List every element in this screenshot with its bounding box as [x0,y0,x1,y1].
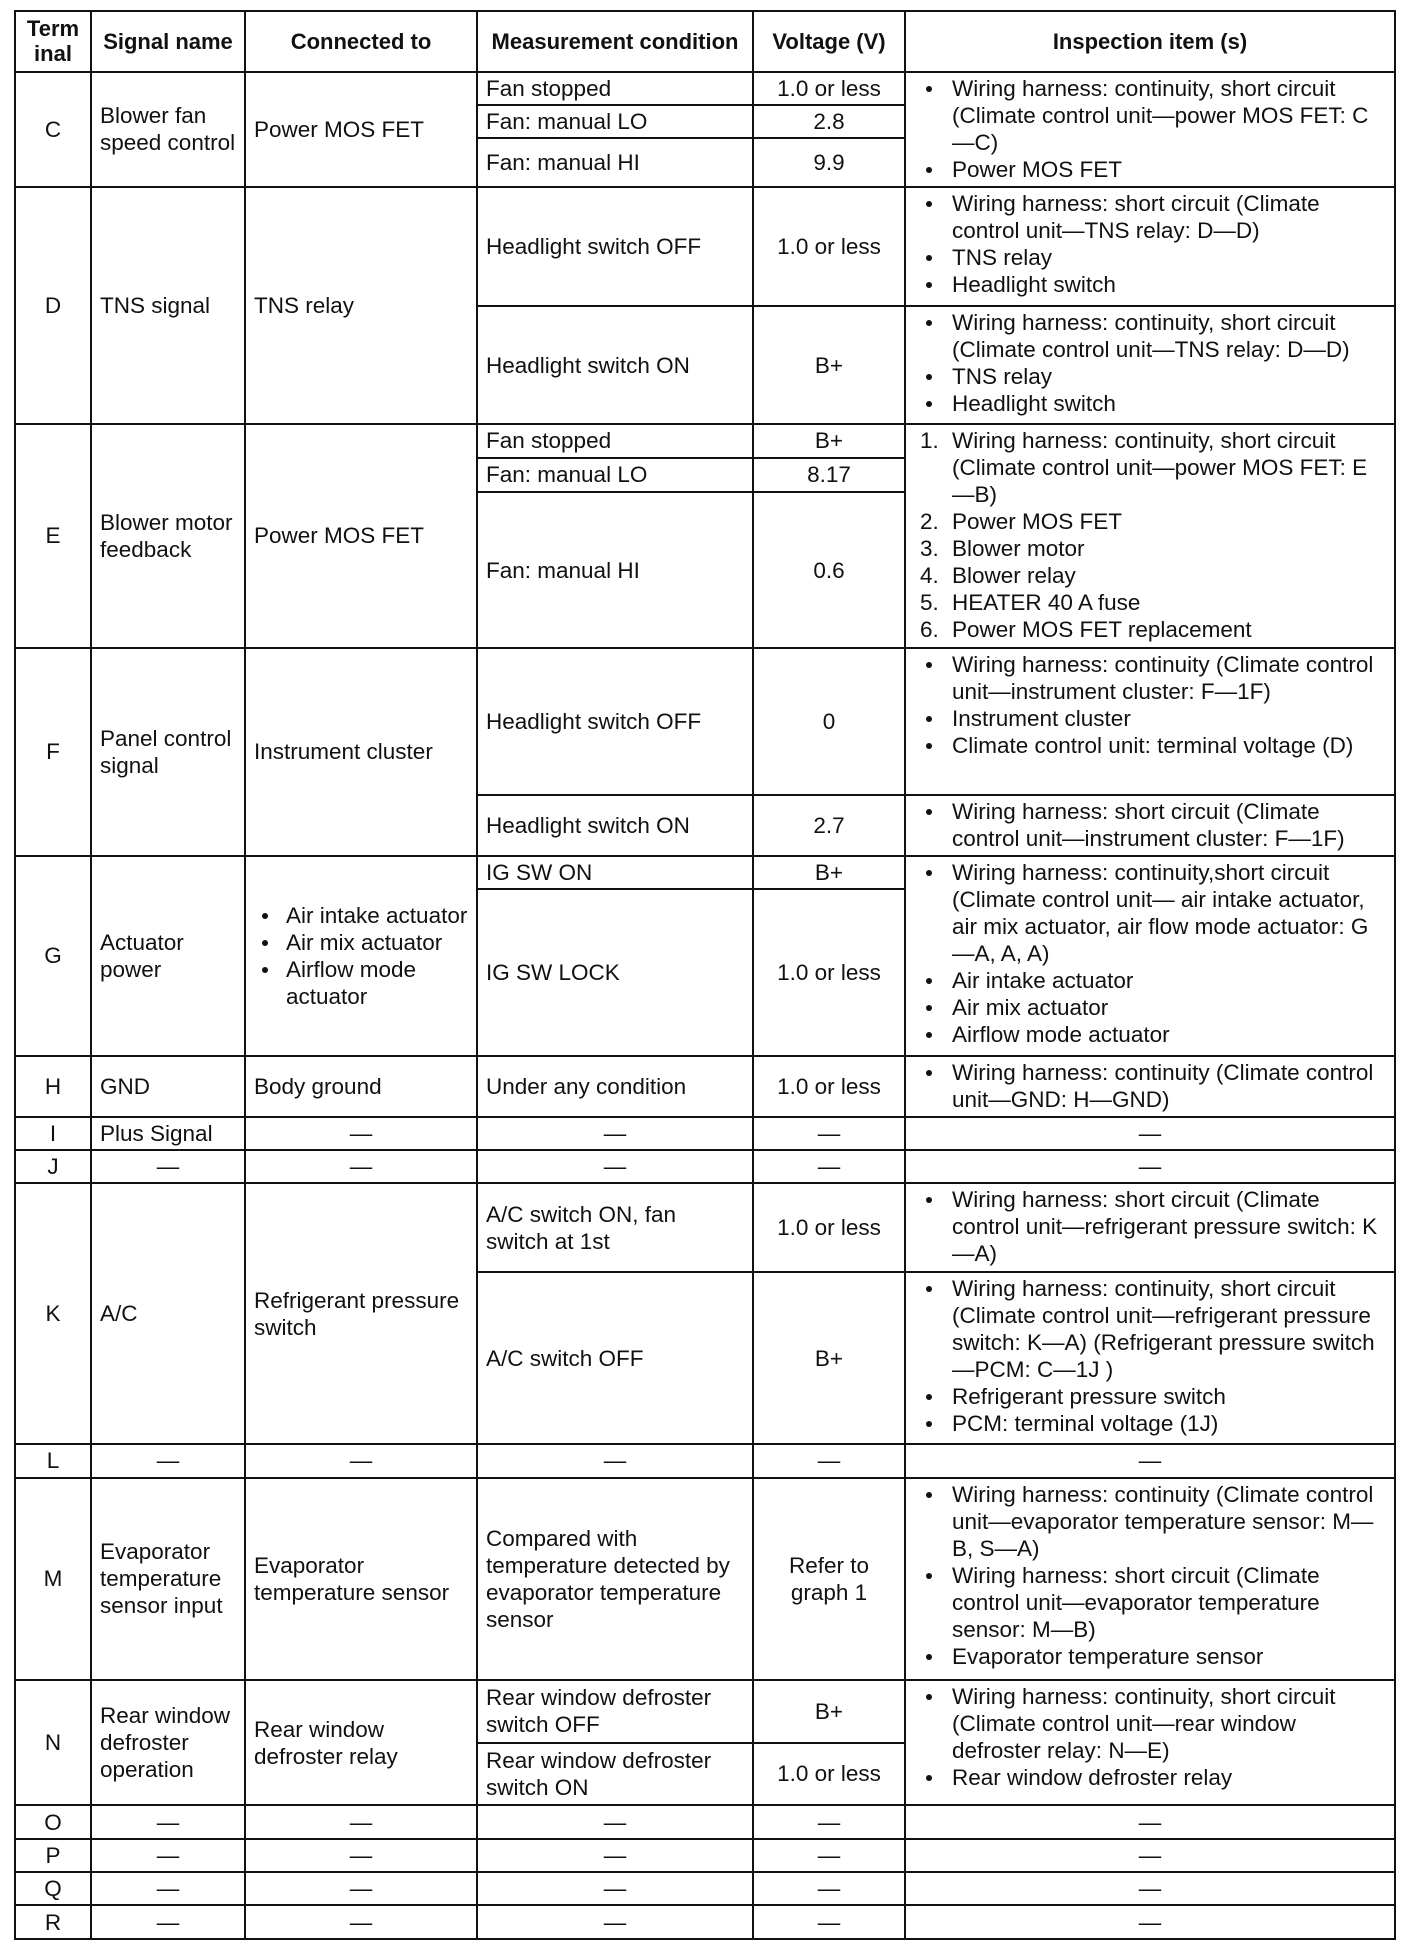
table-row [15,1872,1395,1905]
inspection-list [914,1481,1386,1670]
terminal-cell: K [15,1183,91,1444]
inspection-list [914,1275,1386,1437]
inspection-cell: — [905,1872,1395,1905]
inspection-cell [905,72,1395,187]
voltage-cell: — [753,1905,905,1939]
table-row [15,1056,1395,1117]
item-text: Blower relay [952,562,1076,588]
inspection-item: Refrigerant pressure switch [952,1383,1386,1410]
connected-item: Air mix actuator [286,929,468,956]
inspection-item: Power MOS FET [952,156,1386,183]
condition-cell: Fan: manual LO [477,105,753,138]
inspection-item: Wiring harness: continuity, short circuit (Climate control unit—power MOS FET: C—C) [952,75,1386,156]
header-terminal: Term inal [15,11,91,72]
condition-cell: Rear window defroster switch ON [477,1743,753,1806]
condition-cell: IG SW LOCK [477,889,753,1056]
inspection-cell [905,1680,1395,1805]
inspection-item: Instrument cluster [952,705,1386,732]
condition-cell: — [477,1905,753,1939]
inspection-cell [905,648,1395,795]
signal-name-cell: — [91,1805,245,1838]
signal-name-cell: Plus Signal [91,1117,245,1150]
inspection-list [914,75,1386,183]
connected-to-cell [245,856,477,1056]
inspection-cell: — [905,1444,1395,1477]
voltage-cell: B+ [753,856,905,889]
header-measurement-condition: Measurement condition [477,11,753,72]
inspection-item: Air mix actuator [952,994,1386,1021]
connected-item: Airflow mode actuator [286,956,468,1010]
voltage-cell: 1.0 or less [753,72,905,105]
signal-name-cell: GND [91,1056,245,1117]
inspection-item: Evaporator temperature sensor [952,1643,1386,1670]
condition-cell: Fan stopped [477,72,753,105]
inspection-item: Climate control unit: terminal voltage (D) [952,732,1386,759]
voltage-cell: 1.0 or less [753,1743,905,1806]
terminal-cell: E [15,424,91,649]
table-row [15,1805,1395,1838]
connected-to-cell: Power MOS FET [245,424,477,649]
connected-to-cell: Body ground [245,1056,477,1117]
voltage-cell: 9.9 [753,138,905,187]
signal-name-cell: Blower motor feedback [91,424,245,649]
inspection-item: Wiring harness: continuity (Climate control unit—instrument cluster: F—1F) [952,651,1386,705]
inspection-item: Wiring harness: short circuit (Climate control unit—evaporator temperature sensor: M—B) [952,1562,1386,1643]
connected-to-cell: — [245,1839,477,1872]
connected-to-cell: — [245,1117,477,1150]
header-signal-name: Signal name [91,11,245,72]
condition-cell: A/C switch ON, fan switch at 1st [477,1183,753,1272]
terminal-cell: F [15,648,91,855]
terminal-cell: L [15,1444,91,1477]
condition-cell: — [477,1444,753,1477]
inspection-item: Air intake actuator [952,967,1386,994]
signal-name-cell: Actuator power [91,856,245,1056]
item-text: Blower motor [952,535,1085,561]
voltage-cell: 8.17 [753,458,905,492]
condition-cell: — [477,1872,753,1905]
inspection-item [920,427,1386,508]
inspection-cell [905,1478,1395,1680]
table-row [15,1444,1395,1477]
voltage-cell: 2.7 [753,795,905,856]
signal-name-cell: — [91,1839,245,1872]
item-text: HEATER 40 A fuse [952,589,1141,615]
condition-cell: Compared with temperature detected by evaporator temperature sensor [477,1478,753,1680]
inspection-list [914,190,1386,298]
terminal-cell: M [15,1478,91,1680]
voltage-cell: — [753,1117,905,1150]
signal-name-cell: Evaporator temperature sensor input [91,1478,245,1680]
inspection-item: Wiring harness: continuity, short circuit (Climate control unit—rear window defroster relay: N—E) [952,1683,1386,1764]
voltage-cell: — [753,1805,905,1838]
document-page [14,10,1394,1940]
inspection-cell [905,306,1395,423]
inspection-item: Wiring harness: continuity, short circuit (Climate control unit—TNS relay: D—D) [952,309,1386,363]
terminal-cell: N [15,1680,91,1805]
inspection-list [914,798,1386,852]
inspection-item [920,562,1386,589]
connected-to-cell: Instrument cluster [245,648,477,855]
table-row [15,856,1395,889]
inspection-cell [905,1183,1395,1272]
terminal-cell: C [15,72,91,187]
item-text: Wiring harness: continuity, short circuit (Climate control unit—power MOS FET: E—B) [952,427,1368,507]
condition-cell: — [477,1150,753,1183]
inspection-cell [905,1272,1395,1444]
item-number: 1. [920,427,939,453]
inspection-list [914,651,1386,759]
connected-to-cell: — [245,1905,477,1939]
voltage-cell: — [753,1872,905,1905]
voltage-cell: 1.0 or less [753,889,905,1056]
voltage-cell: B+ [753,1272,905,1444]
signal-name-cell: — [91,1444,245,1477]
voltage-cell: Refer to graph 1 [753,1478,905,1680]
table-row [15,1839,1395,1872]
inspection-cell: — [905,1117,1395,1150]
voltage-cell: 0.6 [753,492,905,648]
table-row [15,424,1395,458]
terminal-cell: I [15,1117,91,1150]
terminal-cell: O [15,1805,91,1838]
item-number: 6. [920,616,939,642]
inspection-item: Headlight switch [952,390,1386,417]
table-row [15,72,1395,105]
voltage-cell: — [753,1839,905,1872]
connected-to-cell: TNS relay [245,187,477,424]
voltage-cell: 1.0 or less [753,187,905,306]
voltage-cell: 1.0 or less [753,1056,905,1117]
voltage-cell: B+ [753,424,905,458]
inspection-item: Headlight switch [952,271,1386,298]
terminal-cell: R [15,1905,91,1939]
inspection-list [914,1683,1386,1791]
header-inspection-items: Inspection item (s) [905,11,1395,72]
signal-name-cell: — [91,1150,245,1183]
connected-to-cell: — [245,1872,477,1905]
inspection-list [914,427,1386,643]
item-number: 2. [920,508,939,534]
header-connected-to: Connected to [245,11,477,72]
inspection-item: Wiring harness: continuity (Climate control unit—GND: H—GND) [952,1059,1386,1113]
inspection-cell [905,187,1395,306]
terminal-cell: G [15,856,91,1056]
condition-cell: — [477,1839,753,1872]
inspection-item: TNS relay [952,363,1386,390]
inspection-item [920,508,1386,535]
table-row [15,648,1395,795]
signal-name-cell: A/C [91,1183,245,1444]
inspection-cell: — [905,1150,1395,1183]
connected-to-cell: Refrigerant pressure switch [245,1183,477,1444]
signal-name-cell: — [91,1872,245,1905]
connected-item: Air intake actuator [286,902,468,928]
condition-cell: — [477,1805,753,1838]
table-row [15,1150,1395,1183]
table-row [15,187,1395,306]
condition-cell: A/C switch OFF [477,1272,753,1444]
inspection-item: TNS relay [952,244,1386,271]
voltage-cell: 2.8 [753,105,905,138]
inspection-item: Airflow mode actuator [952,1021,1386,1048]
connected-to-cell: Evaporator temperature sensor [245,1478,477,1680]
connected-to-cell: Rear window defroster relay [245,1680,477,1805]
inspection-cell [905,795,1395,856]
inspection-item [920,589,1386,616]
inspection-cell [905,856,1395,1056]
inspection-item: Wiring harness: continuity, short circuit (Climate control unit—refrigerant pressure switch: K—A) (Refrigerant pressure switch—PCM: C—1J ) [952,1275,1386,1383]
condition-cell: Fan: manual HI [477,138,753,187]
signal-name-cell: — [91,1905,245,1939]
inspection-cell: — [905,1905,1395,1939]
table-row [15,1183,1395,1272]
connected-to-cell: — [245,1444,477,1477]
voltage-cell: B+ [753,1680,905,1743]
table-row [15,1680,1395,1743]
inspection-list [914,1059,1386,1113]
condition-cell: Under any condition [477,1056,753,1117]
condition-cell: Fan stopped [477,424,753,458]
signal-name-cell: Blower fan speed control [91,72,245,187]
condition-cell: Rear window defroster switch OFF [477,1680,753,1743]
condition-cell: IG SW ON [477,856,753,889]
voltage-cell: — [753,1444,905,1477]
table-row [15,1478,1395,1680]
inspection-item [920,616,1386,643]
terminal-cell: J [15,1150,91,1183]
signal-name-cell: TNS signal [91,187,245,424]
signal-name-cell: Rear window defroster operation [91,1680,245,1805]
condition-cell: Fan: manual LO [477,458,753,492]
condition-cell: — [477,1117,753,1150]
inspection-item: PCM: terminal voltage (1J) [952,1410,1386,1437]
condition-cell: Headlight switch OFF [477,648,753,795]
inspection-item: Wiring harness: short circuit (Climate control unit—TNS relay: D—D) [952,190,1386,244]
connected-to-cell: — [245,1805,477,1838]
header-voltage: Voltage (V) [753,11,905,72]
inspection-item [920,535,1386,562]
terminal-voltage-table [14,10,1396,1940]
terminal-cell: D [15,187,91,424]
condition-cell: Headlight switch ON [477,306,753,423]
inspection-item: Wiring harness: continuity (Climate control unit—evaporator temperature sensor: M—B, S—A) [952,1481,1386,1562]
condition-cell: Headlight switch OFF [477,187,753,306]
inspection-list [914,309,1386,417]
connected-to-cell: Power MOS FET [245,72,477,187]
voltage-cell: B+ [753,306,905,423]
voltage-cell: — [753,1150,905,1183]
condition-cell: Fan: manual HI [477,492,753,648]
terminal-cell: Q [15,1872,91,1905]
voltage-cell: 1.0 or less [753,1183,905,1272]
inspection-list [914,1186,1386,1267]
inspection-item: Wiring harness: continuity,short circuit (Climate control unit— air intake actuator, air mix actuator, air flow mode actuator: G—A, A, A) [952,859,1386,967]
item-number: 3. [920,535,939,561]
inspection-item: Rear window defroster relay [952,1764,1386,1791]
header-row [15,11,1395,72]
item-text: Power MOS FET [952,508,1123,534]
connected-to-cell: — [245,1150,477,1183]
condition-cell: Headlight switch ON [477,795,753,856]
table-row [15,1905,1395,1939]
inspection-item: Wiring harness: short circuit (Climate control unit—instrument cluster: F—1F) [952,798,1386,852]
signal-name-cell: Panel control signal [91,648,245,855]
terminal-cell: P [15,1839,91,1872]
terminal-cell: H [15,1056,91,1117]
inspection-item: Wiring harness: short circuit (Climate control unit—refrigerant pressure switch: K—A) [952,1186,1386,1267]
inspection-cell [905,424,1395,649]
inspection-cell: — [905,1805,1395,1838]
inspection-cell [905,1056,1395,1117]
voltage-cell: 0 [753,648,905,795]
item-number: 5. [920,589,939,615]
inspection-cell: — [905,1839,1395,1872]
connected-list [254,902,468,1010]
inspection-list [914,859,1386,1048]
item-number: 4. [920,562,939,588]
item-text: Power MOS FET replacement [952,616,1252,642]
table-row [15,1117,1395,1150]
